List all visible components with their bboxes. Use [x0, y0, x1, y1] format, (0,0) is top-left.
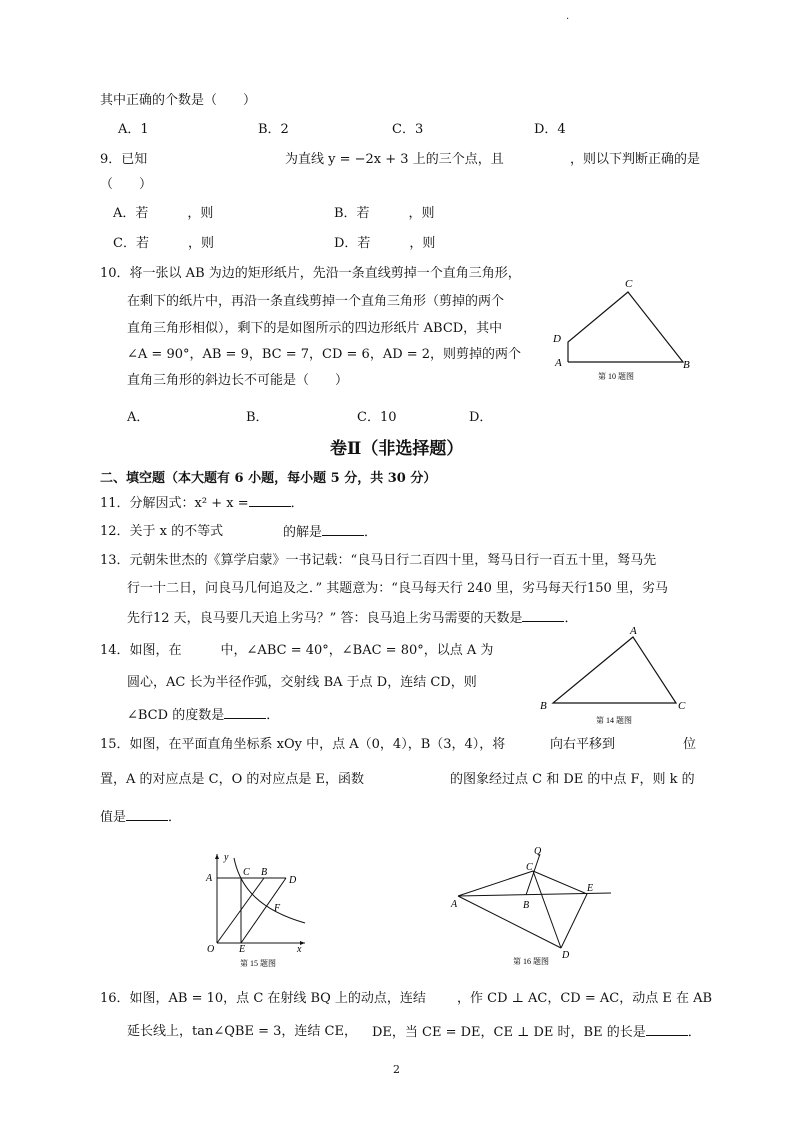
- q10-option-b: B．: [246, 410, 269, 425]
- fig16-caption: 第 16 题图: [513, 957, 549, 966]
- q16-blank: [646, 1023, 688, 1036]
- q13-line-2: 行一十二日，问良马几何追及之．” 其题意为：“良马每天行 240 里，劣马每天行150 里，劣马: [127, 581, 668, 596]
- q15-blank: [126, 808, 168, 821]
- q9-option-a: A．若 ，则: [113, 206, 214, 221]
- q9-option-b: B．若 ，则: [334, 206, 435, 221]
- q16-line-1a: 16．如图，AB = 10，点 C 在射线 BQ 上的动点，连结: [100, 991, 426, 1006]
- q15-line-3: 值是: [100, 810, 127, 825]
- q10-line-4: ∠A = 90°，AB = 9，BC = 7，CD = 6，AD = 2，则剪掉的两个: [127, 347, 522, 362]
- q12-post: 的解是: [283, 525, 323, 540]
- line-de: [561, 894, 587, 948]
- q9-option-d: D．若 ，则: [334, 236, 436, 251]
- q10-option-c: C．10: [357, 410, 397, 425]
- q15-line-1c: 位: [683, 737, 697, 752]
- line-ad: [458, 896, 561, 948]
- quad-abcd: [568, 292, 683, 362]
- q10-option-d: D．: [469, 410, 493, 425]
- q14-line-3: ∠BCD 的度数是: [127, 708, 225, 723]
- q13-line-3-wrap: 先行12 天，良马要几天追上劣马？” 答：良马追上劣马需要的天数是 ．: [127, 611, 578, 626]
- q8-option-b: B．2: [258, 122, 289, 137]
- fig15-label-f: F: [274, 903, 281, 914]
- q12-line: 的解是 ．: [283, 525, 378, 540]
- fig10-label-c: C: [625, 278, 633, 290]
- q15-line-2b: 的图象经过点 C 和 DE 的中点 F，则 k 的: [450, 772, 695, 787]
- q14-line-2: 圆心，AC 长为半径作弧，交射线 BA 于点 D，连结 CD，则: [127, 675, 477, 690]
- q10-line-3: 直角三角形相似），剩下的是如图所示的四边形纸片 ABCD，其中: [127, 321, 503, 336]
- fig16-label-d: D: [562, 950, 570, 961]
- fig15-label-d: D: [289, 875, 297, 886]
- q10-line-1: 10．将一张以 AB 为边的矩形纸片，先沿一条直线剪掉一个直角三角形，: [100, 266, 521, 281]
- q14-line-3-wrap: ∠BCD 的度数是 ．: [127, 708, 280, 723]
- fig15-label-o: O: [207, 944, 215, 955]
- figure-14: [536, 623, 696, 728]
- section-2-title: 卷Ⅱ（非选择题）: [330, 439, 464, 459]
- fig16-label-b: B: [523, 900, 530, 911]
- q9-number: 9．已知: [100, 152, 148, 167]
- fig14-label-a: A: [630, 625, 637, 637]
- fig10-label-d: D: [553, 333, 561, 345]
- section-2-heading: 二、填空题（本大题有 6 小题，每小题 5 分，共 30 分）: [100, 471, 437, 486]
- fig15-label-c: C: [243, 867, 250, 878]
- q11-line: 11．分解因式：x² + x = ．: [100, 496, 304, 511]
- q8-option-d: D．4: [534, 122, 566, 137]
- fig16-label-a: A: [451, 899, 458, 910]
- q16-line-1b: ，作 CD ⊥ AC，CD = AC，动点 E 在 AB: [457, 991, 713, 1006]
- q10-line-5: 直角三角形的斜边长不可能是（ ）: [127, 373, 349, 388]
- fig10-label-b: B: [683, 359, 690, 371]
- q10-line-2: 在剩下的纸片中，再沿一条直线剪掉一个直角三角形（剪掉的两个: [127, 294, 505, 309]
- q13-line-3: 先行12 天，良马要几天追上劣马？” 答：良马追上劣马需要的天数是: [127, 611, 523, 626]
- q11-blank: [249, 494, 291, 507]
- fig16-label-c: C: [526, 862, 533, 873]
- fig15-caption: 第 15 题图: [240, 959, 276, 968]
- q15-line-3-wrap: 值是 ．: [100, 810, 182, 825]
- q9-tail: ，则以下判断正确的是: [570, 152, 701, 167]
- line-ac: [458, 871, 533, 896]
- fig16-label-e: E: [587, 883, 594, 894]
- fig14-label-b: B: [540, 700, 547, 712]
- q9-paren: （ ）: [100, 177, 153, 192]
- fig14-label-c: C: [678, 700, 686, 712]
- fig10-caption: 第 10 题图: [598, 372, 634, 381]
- q8-text: 其中正确的个数是（ ）: [100, 93, 257, 108]
- q15-line-1a: 15．如图，在平面直角坐标系 xOy 中，点 A（0，4），B（3，4），将: [100, 737, 506, 752]
- q16-line-2-wrap: DE，当 CE = DE，CE ⊥ DE 时，BE 的长是 ．: [372, 1025, 701, 1040]
- q12-blank: [322, 523, 364, 536]
- fig15-label-y: y: [224, 852, 229, 863]
- q8-option-c: C．3: [392, 122, 424, 137]
- page-number: 2: [393, 1063, 400, 1076]
- q14-line-1: 14．如图，在 中，∠ABC = 40°，∠BAC = 80°，以点 A 为: [100, 643, 494, 658]
- q10-option-a: A．: [127, 410, 150, 425]
- fig16-label-q: Q: [534, 846, 542, 857]
- q14-blank: [224, 706, 266, 719]
- y-arrow: [215, 854, 219, 859]
- q13-line-1: 13．元朝朱世杰的《算学启蒙》一书记载：“良马日行二百四十里，驽马日行一百五十里，驽马先: [100, 553, 657, 568]
- fig15-label-b: B: [261, 867, 268, 878]
- q12-pre: 12．关于 x 的不等式: [100, 524, 224, 539]
- fig15-label-x: x: [297, 944, 302, 955]
- figure-10: [548, 272, 698, 384]
- fig15-label-e: E: [239, 944, 246, 955]
- q16-line-2a: 延长线上，tan∠QBE = 3，连结 CE，: [127, 1024, 357, 1039]
- q13-blank: [522, 609, 564, 622]
- q11-text: 11．分解因式：x² + x =: [100, 496, 249, 511]
- fig14-caption: 第 14 题图: [596, 716, 632, 725]
- triangle-abc: [553, 637, 676, 703]
- q16-line-2b: DE，当 CE = DE，CE ⊥ DE 时，BE 的长是: [372, 1025, 646, 1040]
- fig10-label-a: A: [555, 357, 562, 369]
- ray-bq: [526, 854, 540, 895]
- q15-line-2a: 置，A 的对应点是 C，O 的对应点是 E，函数: [100, 772, 365, 787]
- header-dot: .: [566, 11, 570, 22]
- fig15-label-a: A: [206, 873, 213, 884]
- figure-16: [446, 840, 616, 970]
- line-ce: [533, 871, 587, 894]
- q9-mid: 为直线 y = −2x + 3 上的三个点，且: [285, 152, 504, 167]
- figure-15: [200, 848, 312, 972]
- q15-line-1b: 向右平移到: [550, 737, 616, 752]
- q9-option-c: C．若 ，则: [113, 236, 214, 251]
- q8-option-a: A．1: [118, 122, 149, 137]
